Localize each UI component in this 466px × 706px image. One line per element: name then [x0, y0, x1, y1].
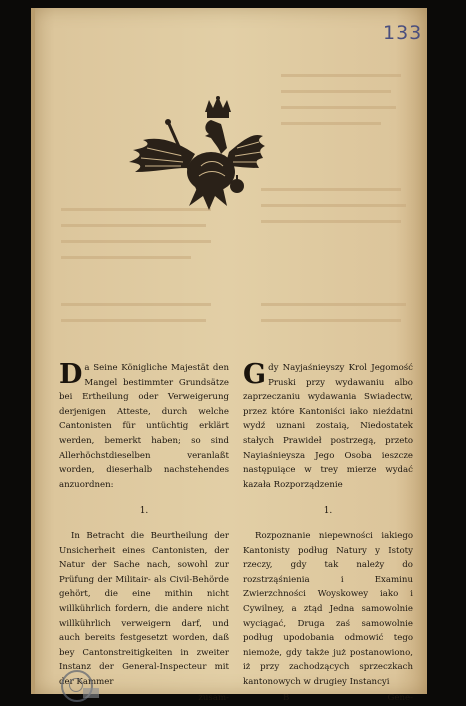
crowned-eagle-emblem [125, 96, 265, 214]
document-page [31, 8, 427, 704]
scan-tab [83, 688, 99, 698]
folio-number: 133 [383, 22, 423, 44]
german-preamble: a Seine Königliche Majestät den Mangel bestimmter Grundsätze bei Ertheilung oder Verweigerung derjenigen Atteste, durch welche Cantonisten für untüchtig erklärt werden, bemerkt haben; so sind Allerhöchstdieselben veranlaßt worden, dieserhalb nachstehendes anzuordnen: [59, 363, 229, 490]
signature-mark: B [283, 693, 290, 704]
german-dropcap: D [59, 359, 83, 390]
polish-section-text: Rozpoznanie niepewności iakiego Kantonisty podług Natury y Istoty rzeczy, gdy tak należy do rozstrząśnienia i Examinu Zwierzchności Woyskowey iako i Cywilney, a ztąd Jedna samowolnie wyciągać, Druga zaś samowolnie podług upodobania odmowić tego niemoże, gdy także już postanowiono, iż przy zachodzących sprzeczkach kantonowych w drugiey Instancyi [243, 530, 413, 687]
german-column [59, 361, 229, 706]
polish-column [243, 361, 413, 706]
polish-catchword: Gene- [387, 693, 413, 704]
german-section-text: In Betracht die Beurtheilung der Unsicherheit eines Cantonisten, der Natur der Sache nach, sowohl zur Prüfung der Militair- als Civil-Behörde gehört, die eine mithin nicht willkührlich fordern, die andere nicht willkührlich verweigern darf, und auch bereits festgesetzt worden, daß bey Cantonstreitigkeiten in zweiter Instanz der General-Inspecteur mit der Kammer [59, 530, 229, 687]
german-section-number: 1. [139, 506, 149, 517]
polish-footer [243, 691, 413, 706]
polish-dropcap: G [243, 359, 267, 390]
polish-section-number: 1. [323, 506, 333, 517]
german-catchword: zusam- [198, 693, 229, 704]
polish-preamble: dy Nayjaśnieyszy Krol Jegomość Pruski przy wydawaniu albo zaprzeczaniu wydawania Swiadectw, przez które Kantoniści iako nieźdatni wydź uznani zostaią, Niedostatek stałych Prawideł postrzegą, przeto Nayiaśnieysza Jego Osoba ieszcze następuiące w trey mierze wydać kazała Rozporządzenie [243, 363, 413, 490]
